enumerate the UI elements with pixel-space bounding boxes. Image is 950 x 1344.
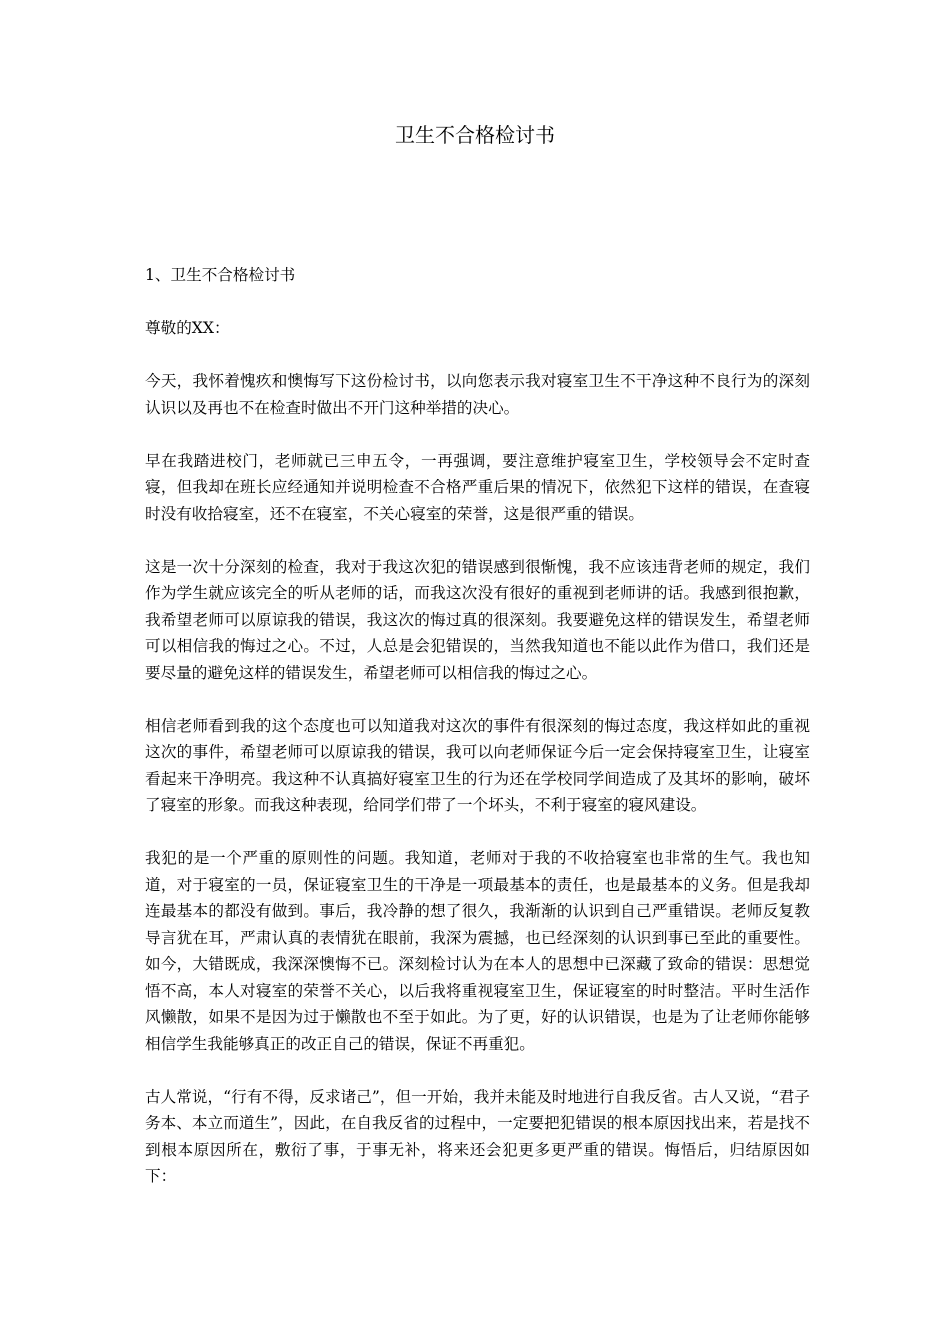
paragraph: 相信老师看到我的这个态度也可以知道我对这次的事件有很深刻的悔过态度，我这样如此的重视这次的事件，希望老师可以原谅我的错误，我可以向老师保证今后一定会保持寝室卫生，让寝室看起来干净明亮。我这种不认真搞好寝室卫生的行为还在学校同学间造成了及其坏的影响，破坏了寝室的形象。而我这种表现，给同学们带了一个坏头，不利于寝室的寝风建设。 xyxy=(145,716,810,814)
paragraph: 今天，我怀着愧疚和懊悔写下这份检讨书，以向您表示我对寝室卫生不干净这种不良行为的深刻认识以及再也不在检查时做出不开门这种举措的决心。 xyxy=(145,372,810,417)
paragraph: 这是一次十分深刻的检查，我对于我这次犯的错误感到很惭愧，我不应该违背老师的规定，我们作为学生就应该完全的听从老师的话，而我这次没有很好的重视到老师讲的话。我感到很抱歉，我希望老师可以原谅我的错误，我这次的悔过真的很深刻。我要避免这样的错误发生，希望老师可以相信我的悔过之心。不过，人总是会犯错误的，当然我知道也不能以此作为借口，我们还是要尽量的避免这样的错误发生，希望老师可以相信我的悔过之心。 xyxy=(145,557,810,682)
paragraph: 早在我踏进校门，老师就已三申五令，一再强调，要注意维护寝室卫生，学校领导会不定时查寝，但我却在班长应经通知并说明检查不合格严重后果的情况下，依然犯下这样的错误，在查寝时没有收拾寝室，还不在寝室，不关心寝室的荣誉，这是很严重的错误。 xyxy=(145,451,810,523)
document-body xyxy=(145,262,810,1216)
document-title: 卫生不合格检讨书 xyxy=(395,123,555,147)
paragraph: 古人常说，“行有不得，反求诸己”，但一开始，我并未能及时地进行自我反省。古人又说，“君子务本、本立而道生”，因此，在自我反省的过程中，一定要把犯错误的根本原因找出来，若是找不到根本原因所在，敷衍了事，于事无补，将来还会犯更多更严重的错误。悔悟后，归结原因如下： xyxy=(145,1087,810,1185)
salutation: 尊敬的XX： xyxy=(145,319,230,337)
section-heading: 1、卫生不合格检讨书 xyxy=(145,266,296,284)
paragraph: 我犯的是一个严重的原则性的问题。我知道，老师对于我的不收拾寝室也非常的生气。我也知道，对于寝室的一员，保证寝室卫生的干净是一项最基本的责任，也是最基本的义务。但是我却连最基本的都没有做到。事后，我冷静的想了很久，我渐渐的认识到自己严重错误。老师反复教导言犹在耳，严肃认真的表情犹在眼前，我深为震撼，也已经深刻的认识到事已至此的重要性。如今，大错既成，我深深懊悔不已。深刻检讨认为在本人的思想中已深藏了致命的错误：思想觉悟不高，本人对寝室的荣誉不关心，以后我将重视寝室卫生，保证寝室的时时整洁。平时生活作风懒散，如果不是因为过于懒散也不至于如此。为了更，好的认识错误，也是为了让老师你能够相信学生我能够真正的改正自己的错误，保证不再重犯。 xyxy=(145,849,810,1053)
